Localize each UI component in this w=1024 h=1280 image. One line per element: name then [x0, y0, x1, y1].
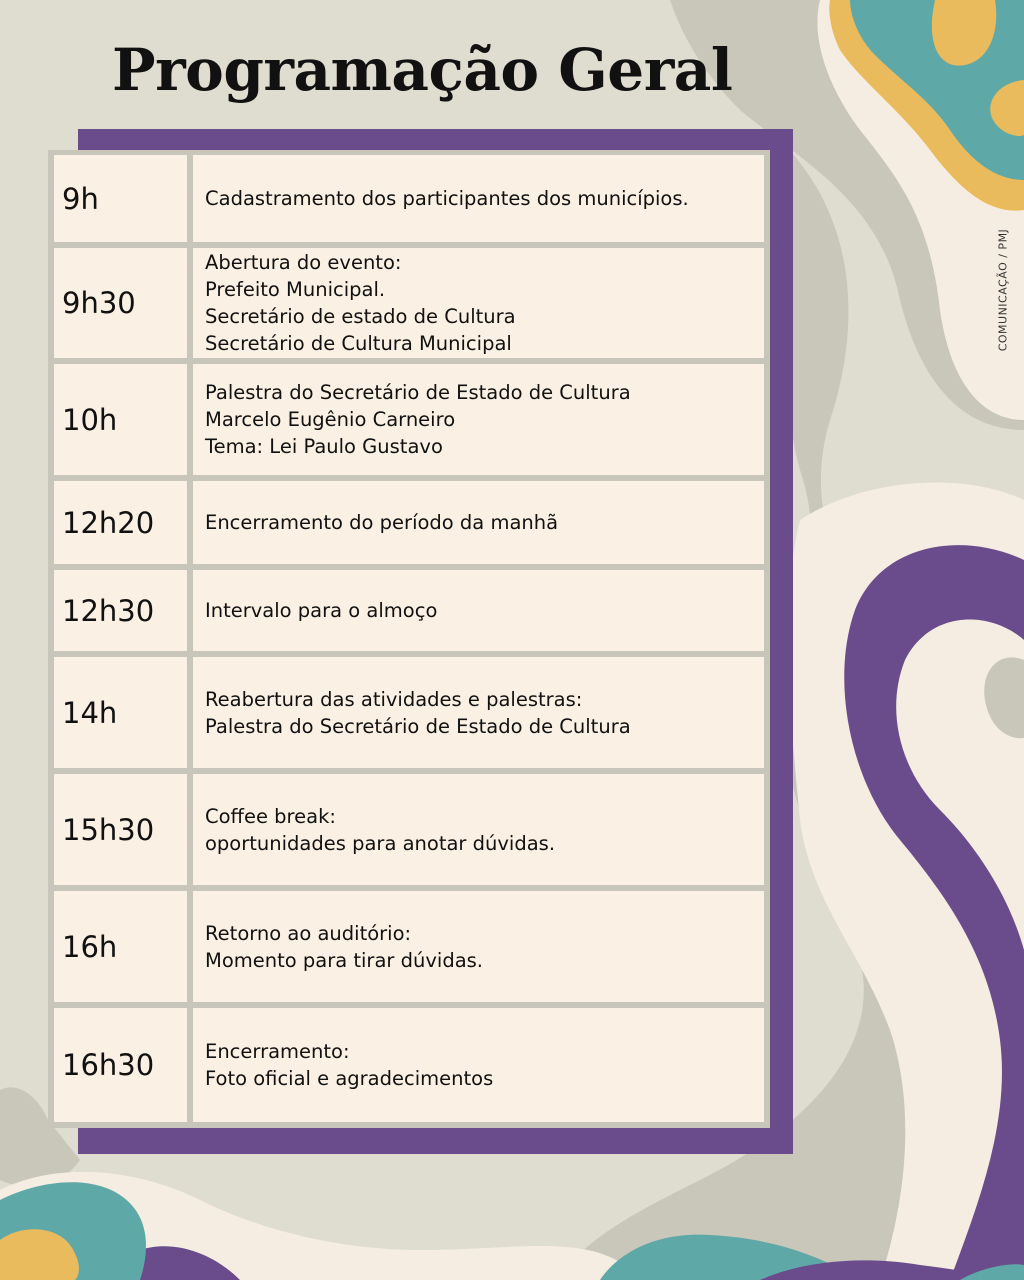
description-cell [193, 248, 764, 358]
time-cell: 16h30 [54, 1008, 187, 1122]
description-cell [193, 570, 764, 651]
description-line: Encerramento: [205, 1040, 350, 1063]
description-line: Abertura do evento: [205, 251, 402, 274]
description-line: Foto oficial e agradecimentos [205, 1067, 494, 1090]
description-cell [193, 155, 764, 242]
schedule-row [54, 1008, 764, 1122]
schedule-row [54, 774, 764, 885]
schedule-row [54, 155, 764, 242]
description-line: Encerramento do período da manhã [205, 511, 559, 534]
description-line: Coffee break: [205, 804, 336, 828]
description-cell [193, 481, 764, 564]
description-line: Cadastramento dos participantes dos municípios. [205, 187, 689, 210]
schedule-row [54, 657, 764, 768]
schedule-row [54, 364, 764, 475]
description-line: Reabertura das atividades e palestras: [205, 687, 583, 711]
description-line: Palestra do Secretário de Estado de Cultura [205, 714, 631, 738]
description-cell [193, 774, 764, 885]
description-line: Retorno ao auditório: [205, 921, 412, 945]
description-line: Momento para tirar dúvidas. [205, 948, 483, 972]
description-cell [193, 657, 764, 768]
description-cell [193, 891, 764, 1002]
description-line: Marcelo Eugênio Carneiro [205, 408, 456, 431]
schedule-row [54, 481, 764, 564]
description-line: Prefeito Municipal. [205, 278, 386, 301]
time-cell: 12h30 [54, 570, 187, 651]
time-cell: 10h [54, 364, 187, 475]
schedule-row [54, 891, 764, 1002]
schedule-row [54, 248, 764, 358]
description-line: Tema: Lei Paulo Gustavo [205, 435, 443, 458]
time-cell: 9h [54, 155, 187, 242]
description-line: Secretário de Cultura Municipal [205, 332, 512, 355]
description-line: Palestra do Secretário de Estado de Cultura [205, 381, 631, 404]
time-cell: 14h [54, 657, 187, 768]
time-cell: 12h20 [54, 481, 187, 564]
description-line: Secretário de estado de Cultura [205, 305, 516, 328]
credit-text: COMUNICAÇÃO / PMJ [996, 228, 1010, 352]
description-line: Intervalo para o almoço [205, 599, 438, 622]
time-cell: 16h [54, 891, 187, 1002]
schedule-row [54, 570, 764, 651]
time-cell: 15h30 [54, 774, 187, 885]
time-cell: 9h30 [54, 248, 187, 358]
description-cell [193, 1008, 764, 1122]
page-title: Programação Geral [112, 36, 733, 104]
description-line: oportunidades para anotar dúvidas. [205, 831, 556, 855]
description-cell [193, 364, 764, 475]
schedule-table [48, 150, 770, 1128]
